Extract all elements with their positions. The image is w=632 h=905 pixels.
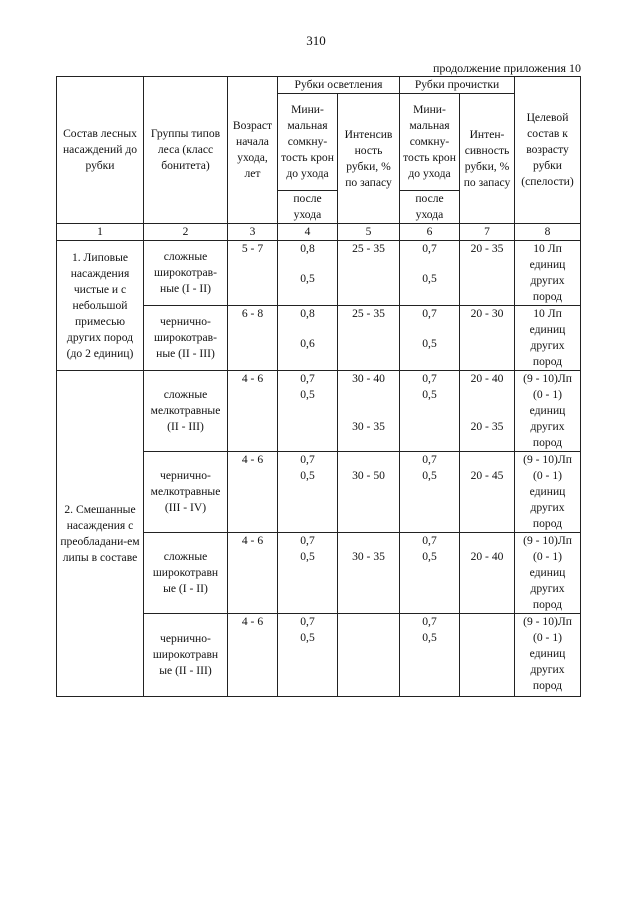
density-after: 0,6 xyxy=(300,337,315,350)
col-number: 3 xyxy=(228,224,278,241)
header-thinning-group: Рубки прочистки xyxy=(400,77,515,94)
intensity-value: 20 - 45 xyxy=(470,469,504,482)
intensity-clearing-cell xyxy=(338,452,400,533)
density-clearing-cell xyxy=(278,452,338,533)
intensity-thinning-cell: 20 - 35 xyxy=(460,241,515,306)
density-thinning-cell xyxy=(400,533,460,614)
target-line: единиц xyxy=(529,323,566,336)
forest-type-cell: чернично-мелкотравные (III - IV) xyxy=(144,452,228,533)
col-number: 2 xyxy=(144,224,228,241)
target-cell xyxy=(515,371,581,452)
target-line: единиц xyxy=(529,647,566,660)
target-line: других xyxy=(530,582,565,595)
target-line: (9 - 10)Лп xyxy=(523,372,572,385)
density-after: 0,5 xyxy=(300,550,315,563)
target-line: пород xyxy=(532,436,563,449)
intensity-value: 30 - 40 xyxy=(352,372,385,385)
age-cell: 6 - 8 xyxy=(228,306,278,371)
density-before: 0,7 xyxy=(422,534,437,547)
header-clearing-min-density: Мини-мальная сомкну-тость крон до ухода xyxy=(278,94,338,191)
target-line: 10 Лп xyxy=(533,307,562,320)
intensity-value: 20 - 40 xyxy=(470,372,504,385)
intensity-clearing-cell: 25 - 35 xyxy=(338,241,400,306)
density-clearing-cell xyxy=(278,306,338,371)
intensity-thinning-cell xyxy=(460,452,515,533)
header-stand: Состав лесных насаждений до рубки xyxy=(57,77,144,224)
stand-group-cell: 2. Смешанные насаждения с преобладани-ем липы в составе xyxy=(57,371,144,697)
intensity-value: 30 - 35 xyxy=(352,550,385,563)
density-clearing-cell xyxy=(278,614,338,697)
col-number: 6 xyxy=(400,224,460,241)
density-thinning-cell xyxy=(400,452,460,533)
target-line: (0 - 1) xyxy=(533,469,562,482)
age-cell: 4 - 6 xyxy=(228,533,278,614)
density-before: 0,7 xyxy=(422,453,437,466)
target-cell xyxy=(515,452,581,533)
intensity-value: 30 - 50 xyxy=(352,469,385,482)
header-target: Целевой состав к возрасту рубки (спелости) xyxy=(515,77,581,224)
density-clearing-cell xyxy=(278,241,338,306)
target-line: пород xyxy=(532,290,563,303)
density-after: 0,5 xyxy=(422,550,437,563)
density-before: 0,7 xyxy=(300,615,315,628)
density-before: 0,7 xyxy=(422,372,437,385)
intensity-clearing-cell: 25 - 35 xyxy=(338,306,400,371)
intensity-clearing-cell xyxy=(338,371,400,452)
density-before: 0,7 xyxy=(300,453,315,466)
density-thinning-cell xyxy=(400,241,460,306)
intensity-thinning-cell xyxy=(460,614,515,697)
stand-group-cell: 1. Липовые насаждения чистые и с небольшой примесью других пород (до 2 единиц) xyxy=(57,241,144,371)
forest-type-cell: сложные широкотравн ые (I - II) xyxy=(144,533,228,614)
density-after: 0,5 xyxy=(300,631,315,644)
density-before: 0,7 xyxy=(422,307,437,320)
density-after: 0,5 xyxy=(300,469,315,482)
forest-type-cell: чернично-широкотравн ые (II - III) xyxy=(144,614,228,697)
target-line: единиц xyxy=(529,258,566,271)
header-age: Возраст начала ухода, лет xyxy=(228,77,278,224)
target-line: других xyxy=(530,420,565,433)
col-number: 4 xyxy=(278,224,338,241)
target-line: пород xyxy=(532,517,563,530)
target-line: (0 - 1) xyxy=(533,550,562,563)
header-clearing-group: Рубки осветления xyxy=(278,77,400,94)
header-thinning-after: после ухода xyxy=(400,191,460,224)
density-thinning-cell xyxy=(400,306,460,371)
target-cell xyxy=(515,614,581,697)
intensity-clearing-cell xyxy=(338,614,400,697)
continuation-note: продолжение приложения 10 xyxy=(433,61,581,75)
intensity-clearing-cell xyxy=(338,533,400,614)
col-number: 1 xyxy=(57,224,144,241)
density-before: 0,7 xyxy=(300,534,315,547)
density-before: 0,7 xyxy=(422,242,437,255)
header-clearing-after: после ухода xyxy=(278,191,338,224)
target-line: единиц xyxy=(529,485,566,498)
col-number: 5 xyxy=(338,224,400,241)
density-before: 0,7 xyxy=(422,615,437,628)
header-thinning-min-density: Мини-мальная сомкну-тость крон до ухода xyxy=(400,94,460,191)
density-clearing-cell xyxy=(278,371,338,452)
forest-type-cell: сложные мелкотравные (II - III) xyxy=(144,371,228,452)
target-line: других xyxy=(530,663,565,676)
age-cell: 4 - 6 xyxy=(228,452,278,533)
density-before: 0,7 xyxy=(300,372,315,385)
target-line: пород xyxy=(532,355,563,368)
density-before: 0,8 xyxy=(300,307,315,320)
density-after: 0,5 xyxy=(422,272,437,285)
target-line: пород xyxy=(532,679,563,692)
age-cell: 4 - 6 xyxy=(228,371,278,452)
density-before: 0,8 xyxy=(300,242,315,255)
density-thinning-cell xyxy=(400,371,460,452)
density-after: 0,5 xyxy=(422,469,437,482)
col-number: 8 xyxy=(515,224,581,241)
density-after: 0,5 xyxy=(422,388,437,401)
header-clearing-intensity: Интенсив ность рубки, % по запасу xyxy=(338,94,400,224)
intensity-value: 20 - 35 xyxy=(470,420,504,433)
target-line: единиц xyxy=(529,566,566,579)
target-line: других xyxy=(530,339,565,352)
target-line: пород xyxy=(532,598,563,611)
col-number: 7 xyxy=(460,224,515,241)
page-number: 310 xyxy=(306,33,326,48)
density-clearing-cell xyxy=(278,533,338,614)
age-cell: 4 - 6 xyxy=(228,614,278,697)
target-line: единиц xyxy=(529,404,566,417)
intensity-thinning-cell xyxy=(460,533,515,614)
target-cell xyxy=(515,533,581,614)
target-cell xyxy=(515,306,581,371)
intensity-thinning-cell: 20 - 30 xyxy=(460,306,515,371)
intensity-thinning-cell xyxy=(460,371,515,452)
age-cell: 5 - 7 xyxy=(228,241,278,306)
density-after: 0,5 xyxy=(300,272,315,285)
intensity-value: 20 - 40 xyxy=(470,550,504,563)
target-cell xyxy=(515,241,581,306)
target-line: (9 - 10)Лп xyxy=(523,615,572,628)
target-line: (0 - 1) xyxy=(533,388,562,401)
density-after: 0,5 xyxy=(422,337,437,350)
forest-type-cell: чернично-широкотрав-ные (II - III) xyxy=(144,306,228,371)
forest-care-table xyxy=(56,76,581,697)
header-forest-type: Группы типов леса (класс бонитета) xyxy=(144,77,228,224)
density-thinning-cell xyxy=(400,614,460,697)
forest-type-cell: сложные широкотрав-ные (I - II) xyxy=(144,241,228,306)
target-line: (0 - 1) xyxy=(533,631,562,644)
target-line: других xyxy=(530,274,565,287)
target-line: 10 Лп xyxy=(533,242,562,255)
target-line: (9 - 10)Лп xyxy=(523,534,572,547)
intensity-value: 30 - 35 xyxy=(352,420,385,433)
header-thinning-intensity: Интен-сивность рубки, % по запасу xyxy=(460,94,515,224)
target-line: других xyxy=(530,501,565,514)
density-after: 0,5 xyxy=(300,388,315,401)
density-after: 0,5 xyxy=(422,631,437,644)
target-line: (9 - 10)Лп xyxy=(523,453,572,466)
